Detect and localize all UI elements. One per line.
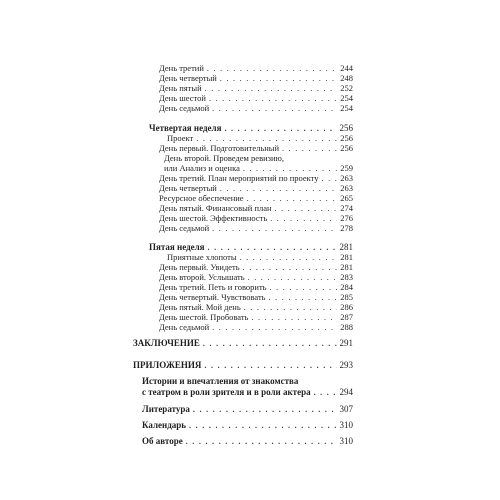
toc-entry-page: 263 [340,183,353,193]
toc-entry-title: Календарь [142,420,187,430]
dot-leader [207,65,337,73]
toc-entry [159,224,353,233]
dot-leader [314,389,337,397]
toc-entry-page: 254 [340,103,353,113]
toc-entry-title: День первый. Подготовительный [159,143,280,153]
dot-leader [251,314,337,322]
toc-entry-page: 276 [340,213,353,223]
dot-leader [186,438,337,446]
toc-entry [142,388,353,397]
dot-leader [224,125,336,133]
toc-entry-page: 265 [340,193,353,203]
dot-leader [204,362,336,370]
toc-entry [142,405,353,414]
dot-leader [282,145,337,153]
toc-entry-title-continuation: с театром в роли зрителя и в роли актера [142,387,311,397]
toc-entry [159,104,353,113]
toc-entry-page: 310 [339,436,353,446]
toc-entry [159,313,353,322]
toc-entry-page: 287 [340,312,353,322]
dot-leader [203,340,337,348]
toc-entry-page: 252 [340,83,353,93]
toc-entry-page: 244 [340,63,353,73]
toc-entry [159,263,353,272]
toc-entry-title: День пятый. Финансовый план [159,203,272,213]
toc-entry-page: 307 [339,404,353,414]
toc-entry-page: 310 [339,420,353,430]
dot-leader [240,254,338,262]
toc-entry-page: 286 [340,302,353,312]
toc-entry-page: 284 [340,282,353,292]
dot-leader [208,244,337,252]
toc-entry-page: 281 [340,252,353,262]
toc-entry-title: Приятные хлопоты [167,252,237,262]
dot-leader [212,225,337,233]
toc-entry [159,84,353,93]
dot-leader [243,165,337,173]
toc-entry [159,214,353,223]
toc-entry [159,184,353,193]
dot-leader [248,274,338,282]
toc-entry [167,253,353,262]
dot-leader [275,205,338,213]
toc-entry [159,283,353,292]
toc-entry [142,421,353,430]
dot-leader [243,264,338,272]
toc-entry-page: 294 [339,387,353,397]
dot-leader [322,175,338,183]
toc-entry-title: Литература [142,404,190,414]
toc-entry-title: День четвертый. Чувствовать [159,292,266,302]
dot-leader [212,324,337,332]
toc-entry-title: День пятый [159,83,202,93]
section-page: 281 [339,242,353,252]
dot-leader [220,75,337,83]
toc-section-week4 [149,124,353,133]
toc-entry [159,303,353,312]
toc-entry [159,273,353,282]
toc-entry [159,194,353,203]
toc-entry [159,94,353,103]
toc-entry-title: Об авторе [142,436,183,446]
toc-entry-title: День второй. Услышать [159,272,245,282]
dot-leader [270,284,338,292]
dot-leader [270,215,337,223]
dot-leader [244,304,338,312]
toc-entry-page: 281 [340,262,353,272]
section-title: Пятая неделя [149,242,205,252]
toc-entry-page: 274 [340,203,353,213]
toc-entry-page: 285 [340,292,353,302]
toc-entry-title: День третий [159,63,204,73]
toc-entry-title: Проект [167,133,194,143]
toc-entry [159,144,353,153]
section-title: Четвертая неделя [149,123,222,133]
toc-entry-title: День шестой. Эффективность [159,213,268,223]
toc-entry [159,64,353,73]
toc-entry-title: Ресурсное обеспечение [159,193,244,203]
toc-entry [164,164,353,173]
dot-leader [247,195,338,203]
toc-entry-title: День четвертый [159,183,217,193]
toc-entry-title: День второй. Проведем ревизию, [164,153,285,163]
section-title: ЗАКЛЮЧЕНИЕ [133,338,200,348]
toc-entry [159,323,353,332]
toc-entry-page: 259 [340,163,353,173]
section-title: ПРИЛОЖЕНИЯ [133,360,202,370]
toc-entry-title: День пятый. Мой день [159,302,241,312]
toc-entry-page: 248 [340,73,353,83]
toc-entry-title: День третий. Петь и говорить [159,282,267,292]
toc-entry-page: 256 [340,143,353,153]
toc-entry-title: День седьмой [159,322,210,332]
section-page: 291 [339,338,353,348]
toc-entry-page: 288 [340,322,353,332]
toc-entry-page: 254 [340,93,353,103]
toc-entry [159,293,353,302]
toc-entry-page: 283 [340,272,353,282]
toc-entry-page: 278 [340,223,353,233]
toc-entry-title: День седьмой [159,103,210,113]
toc-entry-title: День четвертый [159,73,217,83]
toc-entry [159,204,353,213]
dot-leader [193,406,337,414]
toc-entry [167,134,353,143]
dot-leader [209,95,337,103]
toc-section-week5 [149,243,353,252]
dot-leader [269,294,338,302]
toc-entry-title: День шестой [159,93,206,103]
toc-entry-title-continuation: или Анализ и оценка [164,163,240,173]
dot-leader [196,135,337,143]
toc-entry-title: День шестой. Пробовать [159,312,249,322]
toc-entry [159,174,353,183]
toc-entry [159,74,353,83]
dot-leader [220,185,337,193]
toc-entry-page: 263 [340,173,353,183]
toc-entry-title: День седьмой [159,223,210,233]
section-page: 293 [339,360,353,370]
toc-entry-page: 256 [340,133,353,143]
toc-entry [142,437,353,446]
toc-entry-title: День третий. План мероприятий по проекту [159,173,319,183]
dot-leader [205,85,338,93]
toc-entry-title: День первый. Увидеть [159,262,240,272]
toc-entry-title: Истории и впечатления от знакомства [142,376,299,386]
toc-section-appendices [133,361,353,370]
dot-leader [212,105,337,113]
toc-section-conclusion [133,339,353,348]
dot-leader [189,422,336,430]
section-page: 256 [339,123,353,133]
